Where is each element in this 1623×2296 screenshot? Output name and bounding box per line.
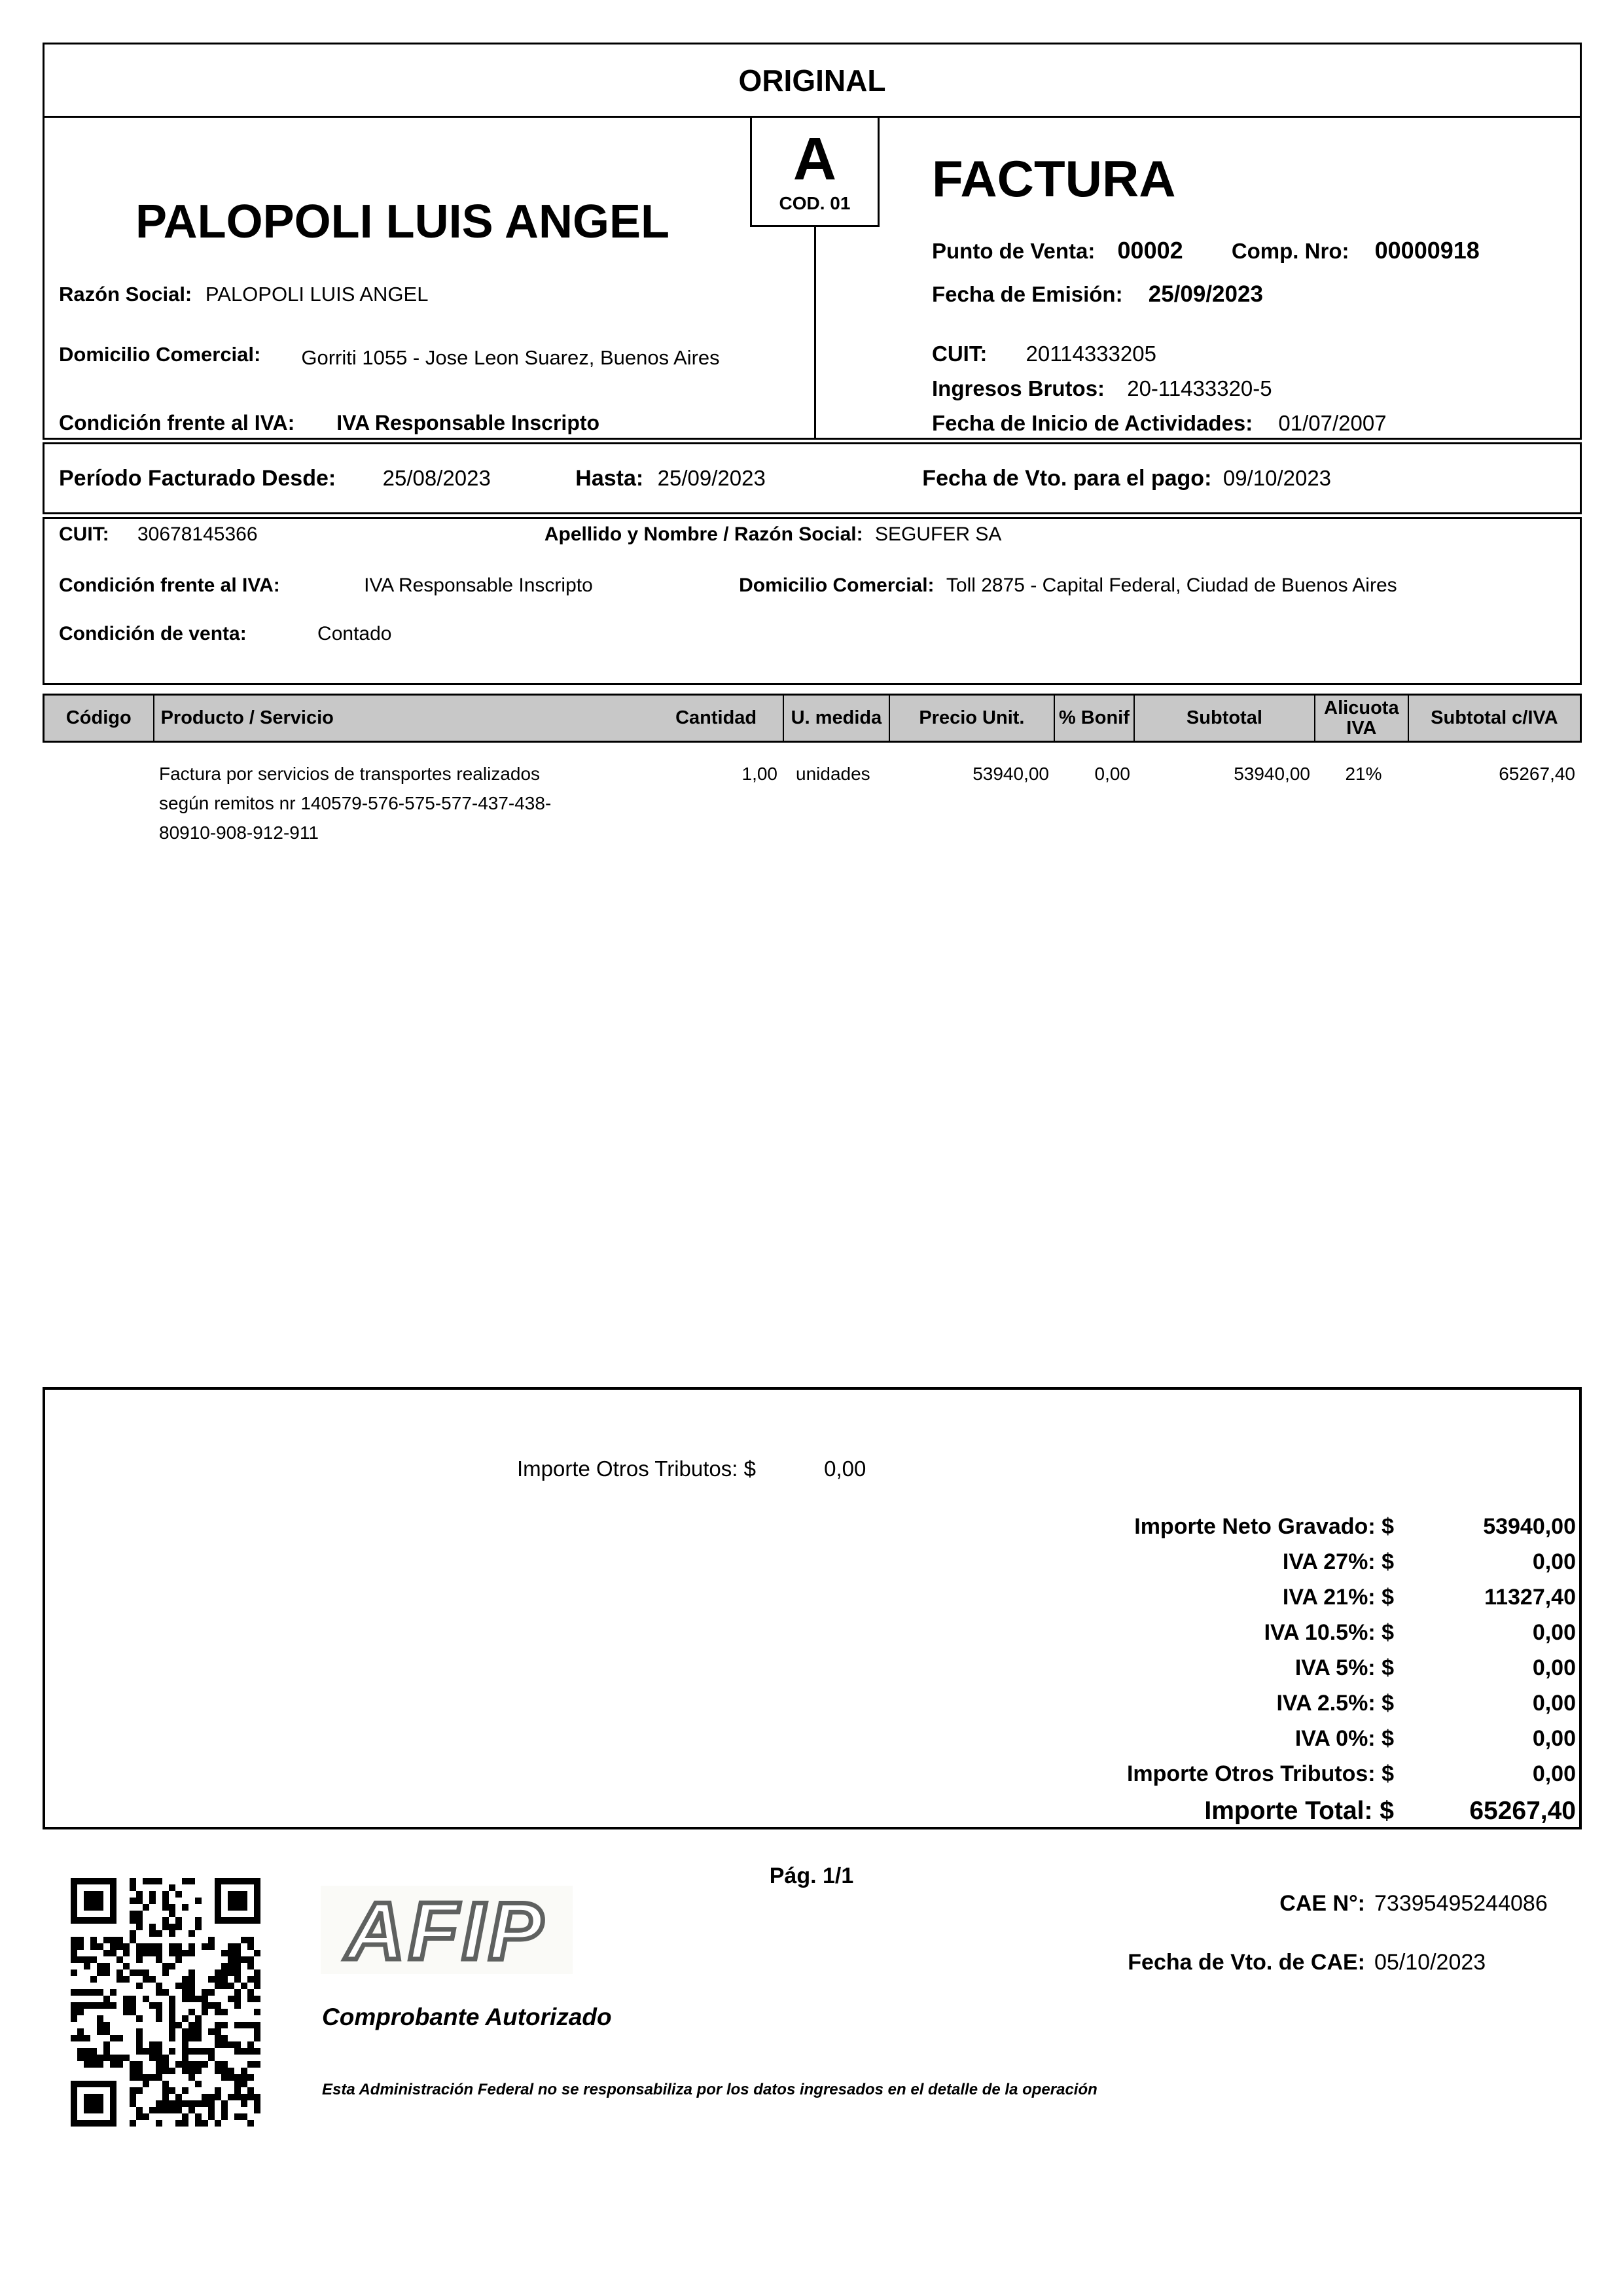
total-row-otros xyxy=(785,1756,1576,1792)
col-bonif: % Bonif xyxy=(1055,696,1135,741)
header-divider xyxy=(814,226,816,440)
issuer-iibb-value: 20-11433320-5 xyxy=(1127,376,1272,400)
invoice-letter: A xyxy=(793,126,837,192)
otros-tributos-label: Importe Otros Tributos: $ xyxy=(517,1457,756,1481)
customer-cuit-line xyxy=(59,523,1001,546)
issuer-domicilio-label: Domicilio Comercial: xyxy=(59,343,261,366)
customer-domicilio-label: Domicilio Comercial: xyxy=(739,574,935,596)
copy-label-box xyxy=(43,43,1582,118)
total-value: 11327,40 xyxy=(1484,1584,1576,1610)
importe-total-value: 65267,40 xyxy=(1469,1797,1576,1825)
total-row-importe-total xyxy=(785,1792,1576,1831)
issuer-iibb-label: Ingresos Brutos: xyxy=(932,376,1105,400)
col-subtotal-iva: Subtotal c/IVA xyxy=(1431,707,1558,728)
periodo-vto-value: 09/10/2023 xyxy=(1222,466,1332,490)
periodo-desde-label: Período Facturado Desde: xyxy=(59,466,336,491)
fecha-emision-value: 25/09/2023 xyxy=(1148,281,1263,307)
issuer-inicio-value: 01/07/2007 xyxy=(1278,411,1387,435)
issuer-iibb-line xyxy=(932,376,1272,401)
afip-disclaimer: Esta Administración Federal no se responsabiliza por los datos ingresados en el detalle de la operación xyxy=(322,2081,1097,2098)
total-value: 0,00 xyxy=(1532,1655,1576,1680)
periodo-hasta-value: 25/09/2023 xyxy=(657,466,766,490)
invoice-letter-box xyxy=(750,116,880,227)
issuer-cuit-label: CUIT: xyxy=(932,342,988,366)
total-label: IVA 27%: $ xyxy=(1282,1549,1394,1574)
page-number: Pág. 1/1 xyxy=(769,1863,854,1888)
col-subtotal: Subtotal xyxy=(1135,696,1315,741)
cae-value: 73395495244086 xyxy=(1374,1891,1548,1916)
qr-code xyxy=(71,1877,260,2128)
item-descripcion: Factura por servicios de transportes realizados según remitos nr 140579-576-575-577-437-438-80910-908-912-911 xyxy=(159,764,552,843)
afip-logo xyxy=(321,1886,573,1974)
otros-tributos-value: 0,00 xyxy=(824,1457,866,1481)
issuer-razon-line xyxy=(59,283,428,306)
issuer-cuit-line xyxy=(932,342,1156,366)
cae-vto-value: 05/10/2023 xyxy=(1374,1950,1486,1975)
customer-nombre-label: Apellido y Nombre / Razón Social: xyxy=(544,523,863,545)
col-precio: Precio Unit. xyxy=(890,696,1055,741)
afip-logo-text: AFIP xyxy=(346,1886,547,1974)
items-table-header xyxy=(43,694,1582,743)
cae-label: CAE N°: xyxy=(1279,1891,1365,1916)
total-value: 0,00 xyxy=(1532,1690,1576,1716)
razon-social-label: Razón Social: xyxy=(59,283,192,306)
col-codigo: Código xyxy=(45,696,154,741)
customer-iva-value: IVA Responsable Inscripto xyxy=(364,574,593,596)
item-codigo xyxy=(43,759,152,847)
issuer-iva-value: IVA Responsable Inscripto xyxy=(336,411,600,434)
totals-stack xyxy=(785,1509,1576,1831)
otros-tributos-line xyxy=(517,1457,866,1481)
col-cantidad: Cantidad xyxy=(675,707,757,728)
importe-total-label: Importe Total: $ xyxy=(1204,1797,1394,1825)
comp-nro-value: 00000918 xyxy=(1374,237,1480,264)
issuer-iva-line xyxy=(59,411,599,435)
issuer-domicilio-value: Gorriti 1055 - Jose Leon Suarez, Buenos Aires xyxy=(301,346,720,369)
customer-venta-value: Contado xyxy=(317,623,392,645)
copy-label: ORIGINAL xyxy=(738,63,886,97)
total-row-iva5 xyxy=(785,1650,1576,1686)
total-value: 53940,00 xyxy=(1483,1513,1576,1539)
periodo-hasta-label: Hasta: xyxy=(575,466,644,491)
issuer-inicio-line xyxy=(932,411,1387,436)
cae-line xyxy=(916,1891,1577,1916)
total-value: 0,00 xyxy=(1532,1619,1576,1645)
total-label: IVA 0%: $ xyxy=(1294,1725,1394,1751)
customer-cuit-label: CUIT: xyxy=(59,523,109,545)
cae-vto-label: Fecha de Vto. de CAE: xyxy=(1128,1950,1365,1975)
total-value: 0,00 xyxy=(1532,1761,1576,1786)
customer-nombre-value: SEGUFER SA xyxy=(874,523,1002,545)
item-precio: 53940,00 xyxy=(972,764,1049,784)
customer-venta-label: Condición de venta: xyxy=(59,623,247,645)
fecha-emision-line xyxy=(932,281,1263,308)
item-subtotal-iva: 65267,40 xyxy=(1499,764,1575,784)
customer-iva-line xyxy=(59,574,1397,597)
total-row-iva0 xyxy=(785,1721,1576,1756)
total-value: 0,00 xyxy=(1532,1725,1576,1751)
issuer-iva-label: Condición frente al IVA: xyxy=(59,411,295,434)
total-label: Importe Otros Tributos: $ xyxy=(1126,1761,1394,1786)
periodo-line xyxy=(59,466,1331,491)
item-cantidad: 1,00 xyxy=(741,764,777,784)
item-umedida: unidades xyxy=(796,764,870,784)
total-label: IVA 10.5%: $ xyxy=(1264,1619,1394,1645)
periodo-desde-value: 25/08/2023 xyxy=(382,466,491,490)
col-producto: Producto / Servicio xyxy=(160,707,334,728)
comprobante-autorizado: Comprobante Autorizado xyxy=(322,2004,612,2030)
customer-iva-label: Condición frente al IVA: xyxy=(59,574,280,596)
comp-nro-label: Comp. Nro: xyxy=(1231,239,1349,263)
punto-venta-label: Punto de Venta: xyxy=(932,239,1096,263)
issuer-inicio-label: Fecha de Inicio de Actividades: xyxy=(932,411,1253,435)
doc-type-title: FACTURA xyxy=(932,150,1176,207)
periodo-vto-label: Fecha de Vto. para el pago: xyxy=(922,466,1212,491)
total-row-iva105 xyxy=(785,1615,1576,1650)
fecha-emision-label: Fecha de Emisión: xyxy=(932,282,1123,306)
total-label: Importe Neto Gravado: $ xyxy=(1134,1513,1394,1539)
customer-domicilio-value: Toll 2875 - Capital Federal, Ciudad de Buenos Aires xyxy=(946,574,1397,596)
item-bonif: 0,00 xyxy=(1094,764,1130,784)
col-alicuota: Alicuota IVA xyxy=(1315,696,1409,741)
total-value: 0,00 xyxy=(1532,1549,1576,1574)
item-producto-cell xyxy=(152,759,784,847)
total-label: IVA 21%: $ xyxy=(1282,1584,1394,1610)
customer-venta-line xyxy=(59,623,391,645)
cae-vto-line xyxy=(916,1950,1577,1975)
total-label: IVA 2.5%: $ xyxy=(1276,1690,1394,1716)
punto-venta-value: 00002 xyxy=(1117,237,1183,264)
total-row-neto xyxy=(785,1509,1576,1544)
total-row-iva21 xyxy=(785,1580,1576,1615)
total-label: IVA 5%: $ xyxy=(1294,1655,1394,1680)
col-producto-cantidad xyxy=(154,696,785,741)
total-row-iva25 xyxy=(785,1686,1576,1721)
issuer-cuit-value: 20114333205 xyxy=(1026,342,1156,366)
punto-venta-line xyxy=(932,237,1480,264)
col-umedida: U. medida xyxy=(784,696,890,741)
total-row-iva27 xyxy=(785,1544,1576,1580)
item-alicuota: 21% xyxy=(1345,764,1382,784)
customer-cuit-value: 30678145366 xyxy=(137,523,258,545)
item-row xyxy=(43,759,1582,847)
item-subtotal: 53940,00 xyxy=(1234,764,1310,784)
invoice-letter-code: COD. 01 xyxy=(779,193,851,213)
issuer-name: PALOPOLI LUIS ANGEL xyxy=(135,196,669,248)
razon-social-value: PALOPOLI LUIS ANGEL xyxy=(205,283,429,306)
